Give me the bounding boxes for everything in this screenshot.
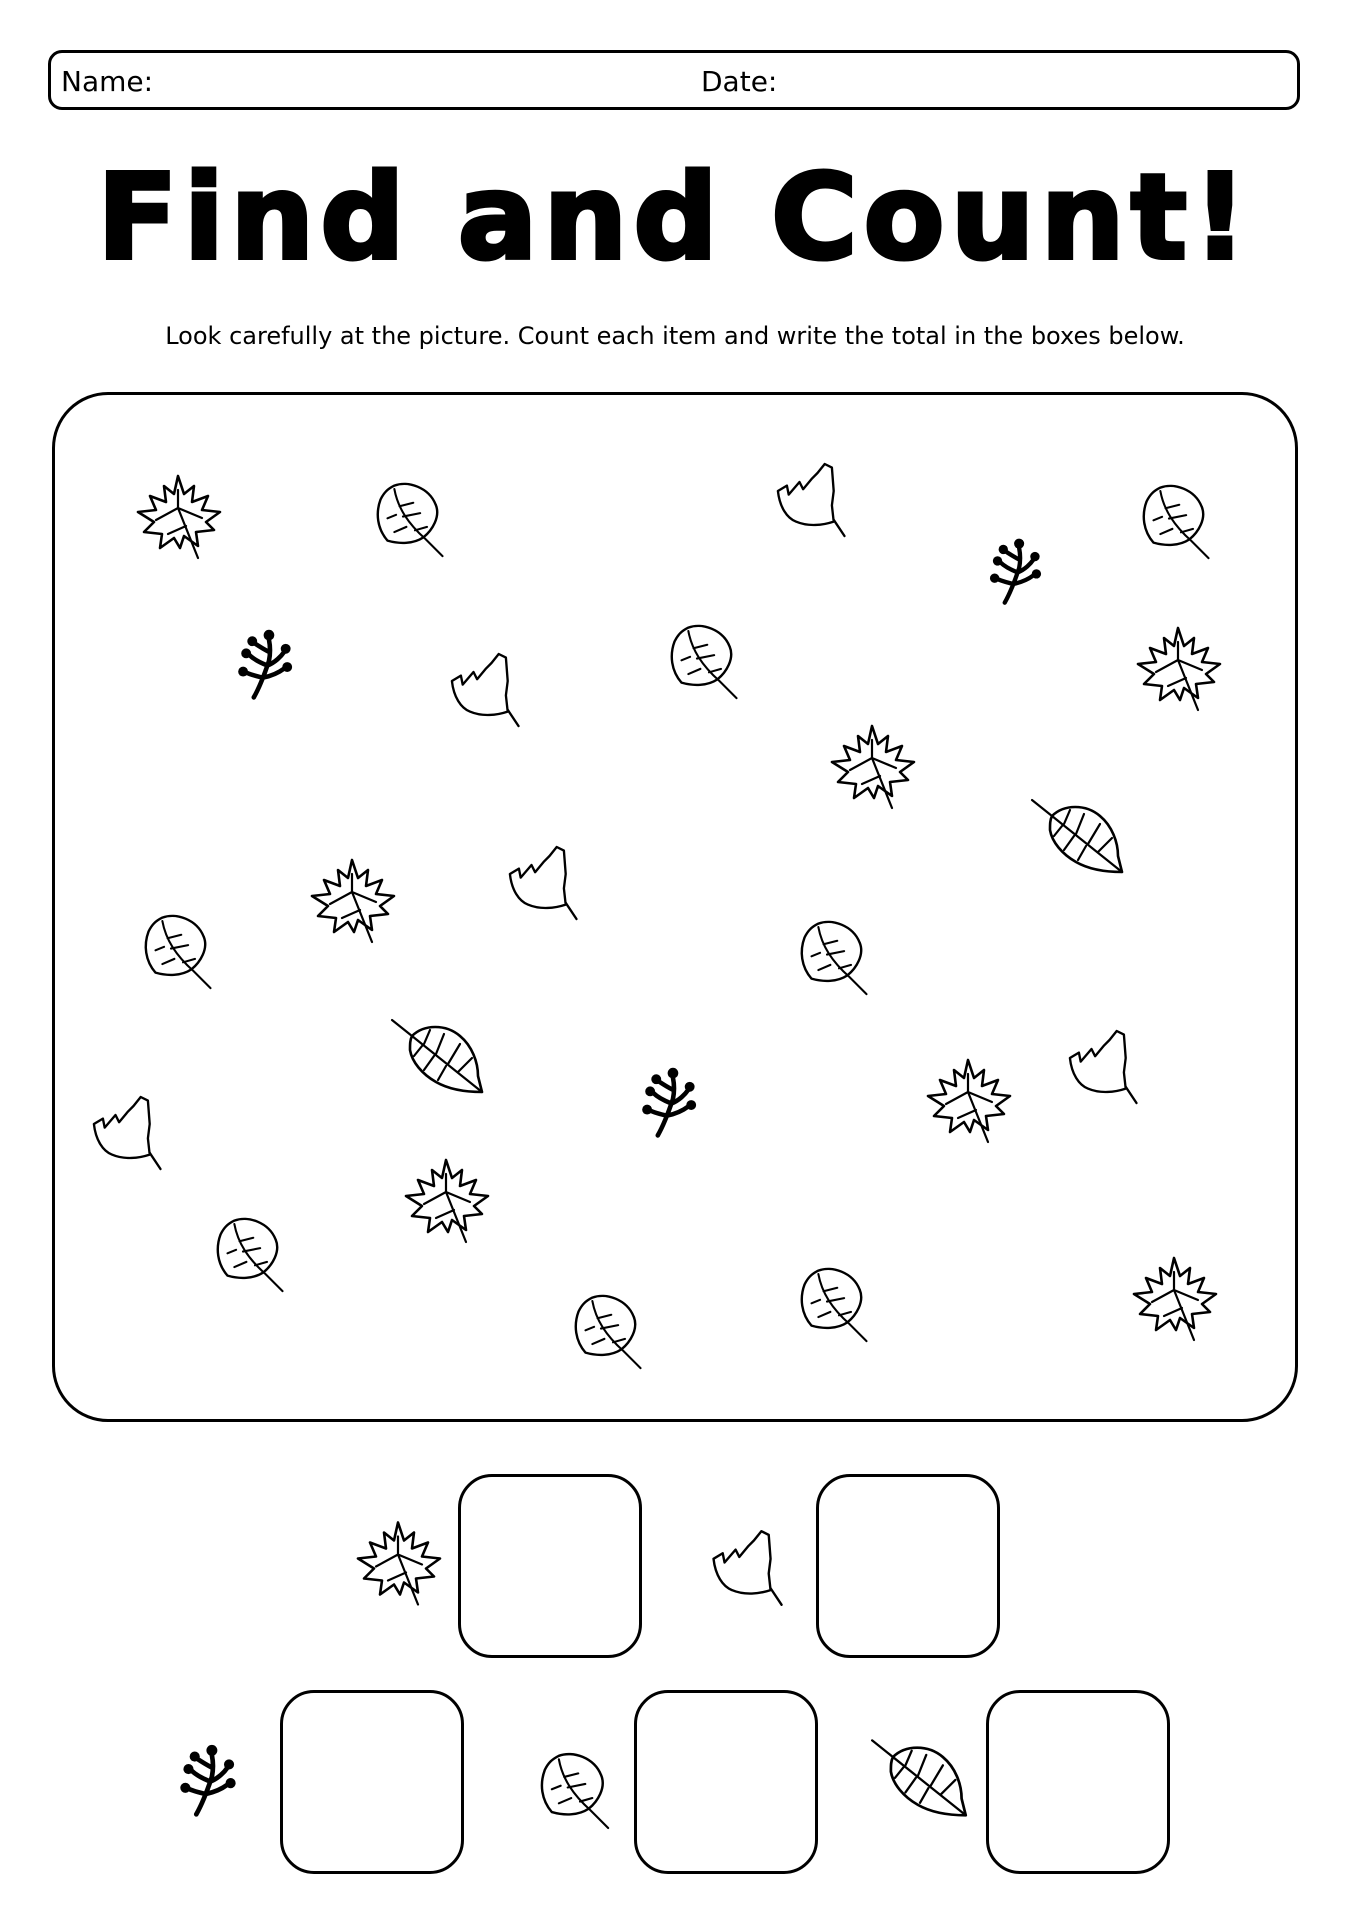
heart-leaf-icon: [140, 902, 226, 1002]
maple-leaf-icon: [396, 1152, 496, 1252]
ginkgo-count-box[interactable]: [816, 1474, 1000, 1658]
instructions-text: Look carefully at the picture. Count each item and write the total in the boxes below.: [165, 322, 1185, 350]
heart-leaf-icon: [570, 1282, 656, 1382]
maple-leaf-icon: [348, 1512, 448, 1617]
berry-branch-icon: [234, 612, 310, 716]
berry-branch-icon: [176, 1726, 254, 1834]
maple-leaf-icon: [918, 1052, 1018, 1152]
maple-count-box[interactable]: [458, 1474, 642, 1658]
page-title: Find and Count!: [97, 148, 1253, 286]
heart-leaf-icon: [372, 470, 458, 570]
heart-leaf-icon: [796, 1255, 882, 1355]
maple-leaf-icon: [1124, 1250, 1224, 1350]
heart-leaf-icon: [666, 612, 752, 712]
date-label: Date:: [701, 65, 778, 98]
birch-leaf-icon: [1024, 790, 1132, 890]
ginkgo-leaf-icon: [444, 645, 539, 735]
berry-branch-icon: [638, 1050, 714, 1154]
berry-branch-icon: [986, 522, 1058, 620]
ginkgo-leaf-icon: [502, 838, 597, 928]
name-label: Name:: [61, 65, 154, 98]
birch-leaf-icon: [384, 1010, 492, 1110]
ginkgo-leaf-icon: [770, 455, 865, 545]
berry-count-box[interactable]: [280, 1690, 464, 1874]
heart-leaf-icon: [212, 1205, 298, 1305]
heart-leaf-icon: [1138, 472, 1224, 572]
birch-count-box[interactable]: [986, 1690, 1170, 1874]
heart-count-box[interactable]: [634, 1690, 818, 1874]
maple-leaf-icon: [128, 468, 228, 568]
birch-leaf-icon: [864, 1730, 976, 1834]
maple-leaf-icon: [822, 718, 922, 818]
heart-leaf-icon: [796, 908, 882, 1008]
ginkgo-leaf-icon: [1062, 1022, 1157, 1112]
maple-leaf-icon: [1128, 620, 1228, 720]
maple-leaf-icon: [302, 852, 402, 952]
heart-leaf-icon: [536, 1740, 624, 1842]
name-date-bar: [48, 50, 1300, 110]
ginkgo-leaf-icon: [86, 1088, 181, 1178]
ginkgo-leaf-icon: [706, 1522, 802, 1614]
